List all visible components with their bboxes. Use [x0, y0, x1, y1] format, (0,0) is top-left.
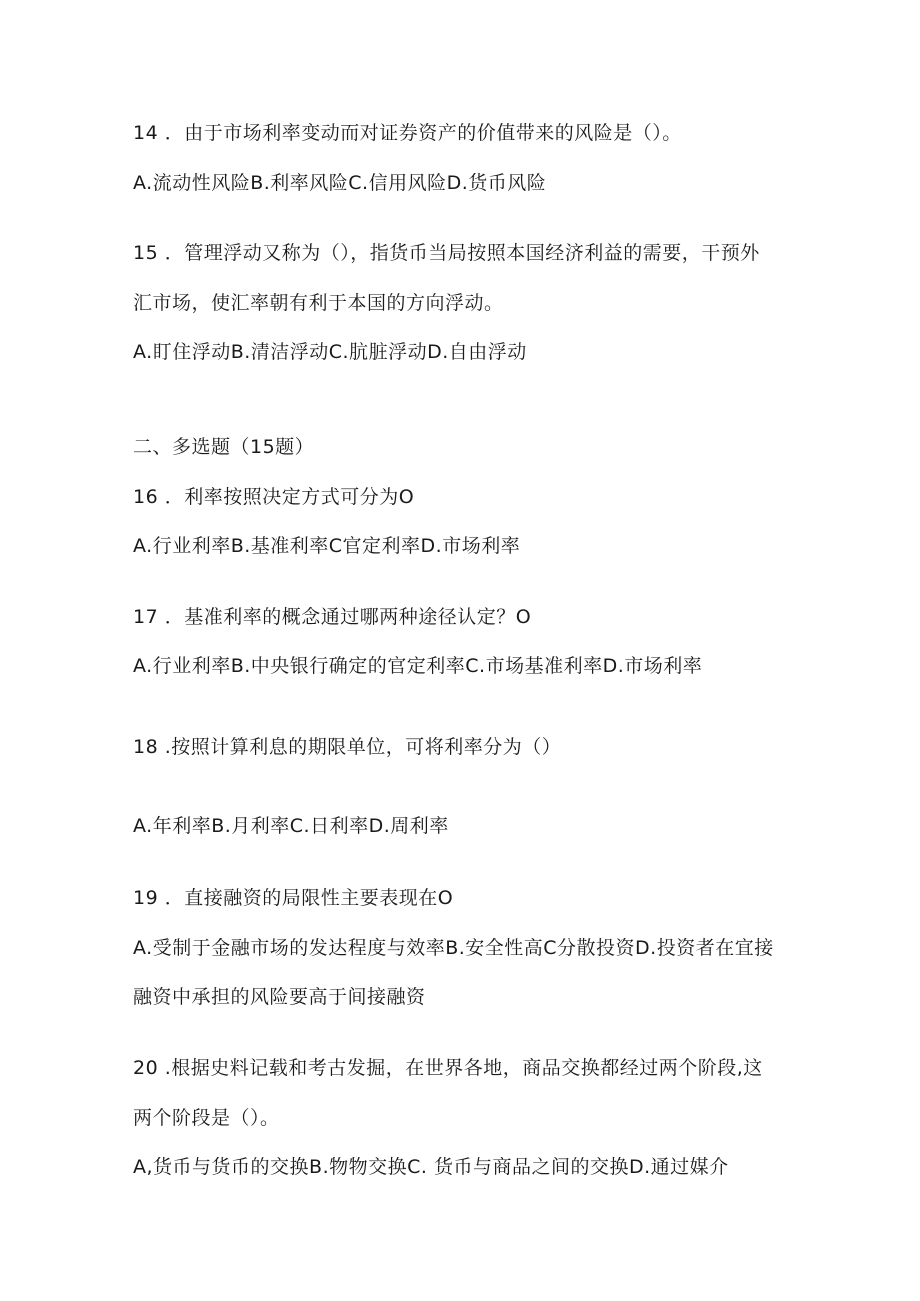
- question-14-text: 14 ．由于市场利率变动而对证券资产的价值带来的风险是（）。: [133, 122, 682, 144]
- question-18-options: A.年利率B.月利率C.日利率D.周利率: [133, 815, 449, 837]
- section-heading: 二、多选题（15题）: [133, 436, 315, 458]
- question-16-options: A.行业利率B.基准利率C官定利率D.市场利率: [133, 535, 521, 557]
- question-14-options: A.流动性风险B.利率风险C.信用风险D.货币风险: [133, 172, 547, 194]
- question-20-text-line2: 两个阶段是（）。: [133, 1107, 280, 1129]
- question-19-options-line1: A.受制于金融市场的发达程度与效率B.安全性高C分散投资D.投资者在宜接: [133, 937, 774, 959]
- question-20-text-line1: 20 .根据史料记载和考古发掘，在世界各地，商品交换都经过两个阶段,这: [133, 1057, 763, 1079]
- question-15-text-line1: 15 ．管理浮动又称为（），指货币当局按照本国经济利益的需要，干预外: [133, 242, 760, 264]
- question-20-options: A,货币与货币的交换B.物物交换C. 货币与商品之间的交换D.通过媒介: [133, 1156, 729, 1178]
- question-17-text: 17 ．基准利率的概念通过哪两种途径认定？O: [133, 606, 532, 628]
- question-19-text: 19 ．直接融资的局限性主要表现在O: [133, 887, 454, 909]
- question-19-options-line2: 融资中承担的风险要高于间接融资: [133, 986, 426, 1008]
- question-16-text: 16 ．利率按照决定方式可分为O: [133, 486, 415, 508]
- question-15-text-line2: 汇市场，使汇率朝有利于本国的方向浮动。: [133, 292, 504, 314]
- question-15-options: A.盯住浮动B.清洁浮动C.肮脏浮动D.自由浮动: [133, 341, 527, 363]
- question-17-options: A.行业利率B.中央银行确定的官定利率C.市场基准利率D.市场利率: [133, 655, 703, 677]
- question-18-text: 18 .按照计算利息的期限单位，可将利率分为（）: [133, 736, 562, 758]
